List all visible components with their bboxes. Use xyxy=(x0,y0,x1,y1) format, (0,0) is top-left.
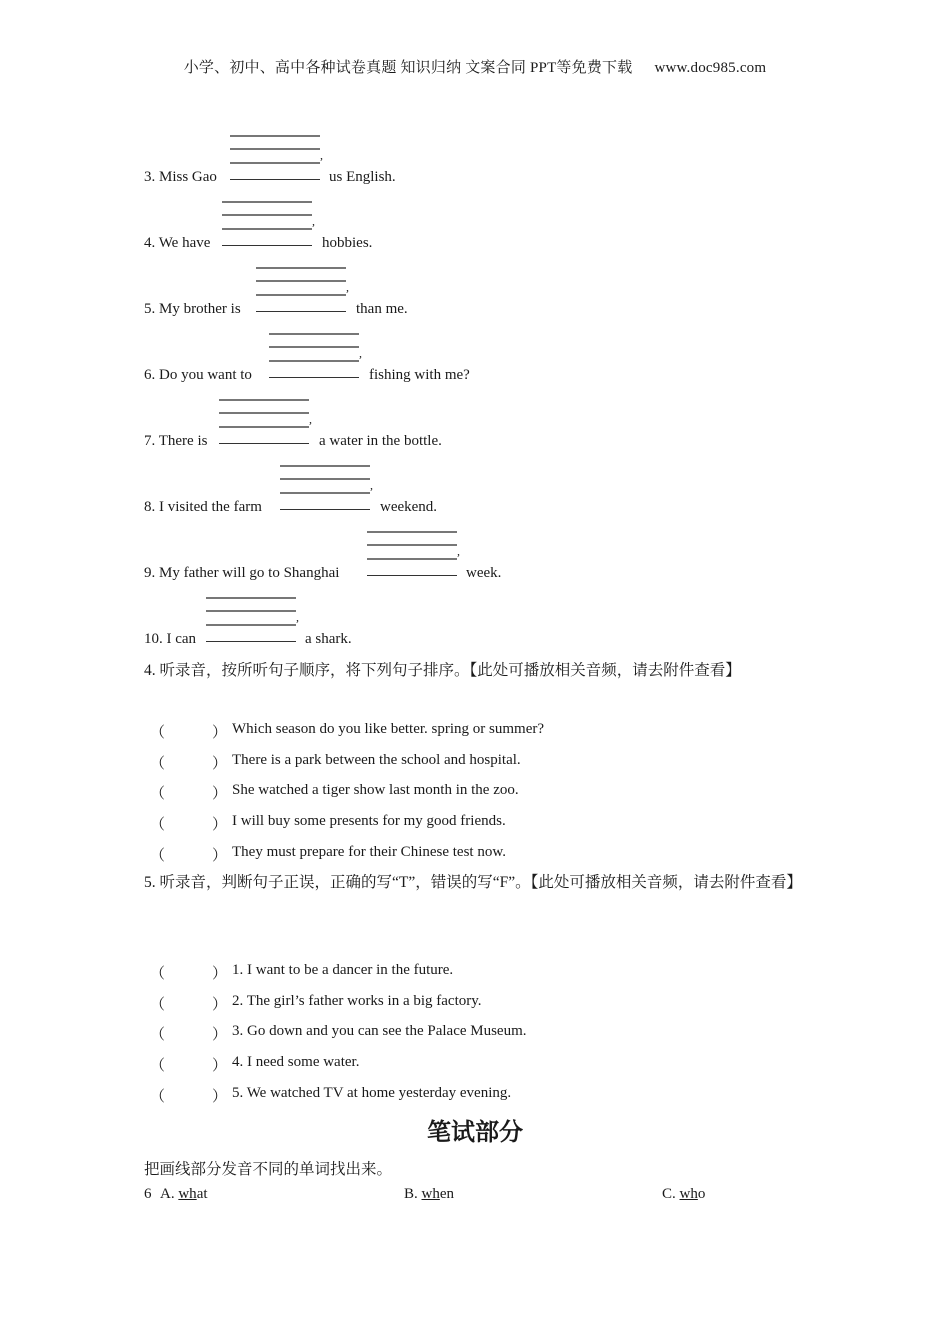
word-rest: en xyxy=(439,1186,455,1202)
paren-open: （ xyxy=(150,786,166,802)
paren-open: （ xyxy=(150,1089,166,1105)
fill-before: 3. Miss Gao xyxy=(144,169,217,185)
ordering-sentence: They must prepare for their Chinese test now. xyxy=(232,844,506,860)
fill-before: 8. I visited the farm xyxy=(144,499,262,515)
paren-open: （ xyxy=(150,725,166,741)
judge-sentence: 2. The girl’s father works in a big factory. xyxy=(232,993,482,1009)
written-section-title: 笔试部分 xyxy=(427,1118,523,1146)
underlined-letters: wh xyxy=(679,1186,698,1202)
option-label: A. xyxy=(160,1186,175,1202)
answer-blank[interactable]: , xyxy=(219,433,309,455)
page-header xyxy=(0,56,950,77)
ordering-sentence: She watched a tiger show last month in the zoo. xyxy=(232,782,519,798)
judge-sentence: 3. Go down and you can see the Palace Museum. xyxy=(232,1023,527,1039)
option-a[interactable] xyxy=(160,1186,208,1203)
fill-before: 4. We have xyxy=(144,235,211,251)
paren-close: ） xyxy=(212,966,228,982)
paren-open: （ xyxy=(150,1027,166,1043)
question-number: 6 xyxy=(144,1186,152,1202)
answer-blank[interactable]: , xyxy=(269,367,359,389)
option-c[interactable] xyxy=(662,1186,705,1203)
fill-after: week. xyxy=(466,565,502,581)
header-text: 小学、初中、高中各种试卷真题 知识归纳 文案合同 PPT等免费下载 xyxy=(183,60,633,76)
underlined-letters: wh xyxy=(178,1186,197,1202)
paren-open: （ xyxy=(150,1058,166,1074)
header-site: www.doc985.com xyxy=(654,60,767,76)
fill-after: a shark. xyxy=(305,631,352,647)
fill-after: weekend. xyxy=(380,499,438,515)
section-5-title: 5. 听录音，判断句子正误，正确的写“T”，错误的写“F”。【此处可播放相关音频，请去附件查看】 xyxy=(144,874,802,891)
word-rest: o xyxy=(697,1186,706,1202)
answer-blank[interactable]: , xyxy=(256,301,346,323)
paren-close: ） xyxy=(212,1058,228,1074)
question-6-number xyxy=(144,1186,152,1203)
paren-open: （ xyxy=(150,817,166,833)
option-b[interactable] xyxy=(404,1186,454,1203)
answer-blank[interactable]: , xyxy=(206,631,296,653)
paren-close: ） xyxy=(212,848,228,864)
fill-after: fishing with me? xyxy=(369,367,470,383)
fill-before: 10. I can xyxy=(144,631,197,647)
paren-open: （ xyxy=(150,997,166,1013)
instruction-text: 把画线部分发音不同的单词找出来。 xyxy=(144,1161,393,1178)
paren-close: ） xyxy=(212,756,228,772)
fill-after: than me. xyxy=(356,301,408,317)
answer-blank[interactable]: , xyxy=(280,499,370,521)
paren-open: （ xyxy=(150,848,166,864)
ordering-sentence: Which season do you like better. spring or summer? xyxy=(232,721,545,737)
paren-open: （ xyxy=(150,756,166,772)
fill-after: us English. xyxy=(329,169,396,185)
ordering-sentence: There is a park between the school and hospital. xyxy=(232,752,521,768)
answer-blank[interactable]: , xyxy=(222,235,312,257)
judge-sentence: 5. We watched TV at home yesterday evening. xyxy=(232,1085,512,1101)
paren-close: ） xyxy=(212,997,228,1013)
answer-blank[interactable]: , xyxy=(230,169,320,191)
underlined-letters: wh xyxy=(421,1186,440,1202)
word-rest: at xyxy=(196,1186,208,1202)
fill-before: 6. Do you want to xyxy=(144,367,252,383)
section-4-title: 4. 听录音，按所听句子顺序，将下列句子排序。【此处可播放相关音频，请去附件查看】 xyxy=(144,662,741,679)
answer-blank[interactable]: , xyxy=(367,565,457,587)
option-label: C. xyxy=(662,1186,676,1202)
paren-open: （ xyxy=(150,966,166,982)
fill-before: 7. There is xyxy=(144,433,208,449)
paren-close: ） xyxy=(212,1089,228,1105)
paren-close: ） xyxy=(212,725,228,741)
option-label: B. xyxy=(404,1186,418,1202)
paren-close: ） xyxy=(212,1027,228,1043)
fill-after: hobbies. xyxy=(322,235,373,251)
paren-close: ） xyxy=(212,817,228,833)
ordering-sentence: I will buy some presents for my good friends. xyxy=(232,813,506,829)
fill-before: 5. My brother is xyxy=(144,301,241,317)
fill-before: 9. My father will go to Shanghai xyxy=(144,565,340,581)
judge-sentence: 4. I need some water. xyxy=(232,1054,360,1070)
paren-close: ） xyxy=(212,786,228,802)
fill-after: a water in the bottle. xyxy=(319,433,442,449)
judge-sentence: 1. I want to be a dancer in the future. xyxy=(232,962,454,978)
